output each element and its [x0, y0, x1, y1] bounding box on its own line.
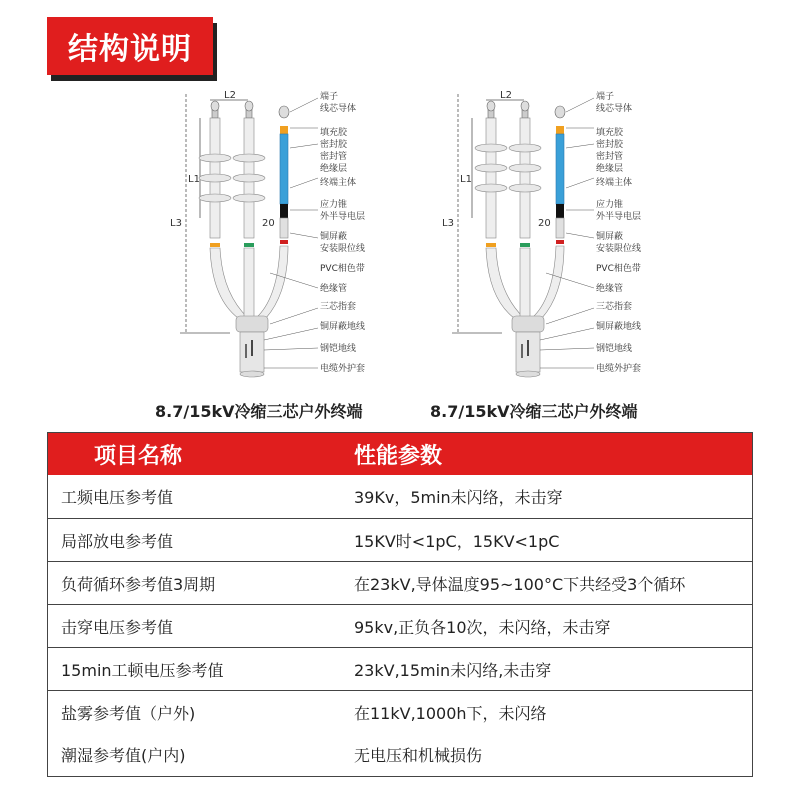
callout-stress-cone: 应力锥	[320, 200, 348, 210]
row-name: 工频电压参考值	[61, 488, 174, 507]
callout-seal-tube: 密封管	[320, 152, 348, 162]
row-name: 盐雾参考值（户外)	[61, 703, 196, 723]
termination-diagram-left	[0, 88, 370, 388]
callout-breakout: 三芯指套	[596, 302, 633, 312]
callout-armor-earth: 钢铠地线	[320, 344, 357, 354]
dim-20: 20	[262, 218, 275, 229]
callout-semicon: 外半导电层	[596, 212, 642, 222]
callout-filler: 填充胶	[596, 128, 624, 138]
callout-sealant: 密封胶	[320, 140, 348, 150]
row-value: 在23kV,导体温度95~100°C下共经受3个循环	[354, 574, 686, 594]
table-row	[48, 604, 752, 647]
callout-cu-screen: 铜屏蔽	[596, 232, 624, 242]
table-row	[48, 561, 752, 604]
callout-main-body: 终端主体	[320, 178, 357, 188]
section-title-badge	[47, 17, 213, 75]
header-performance: 性能参数	[354, 443, 443, 469]
row-name: 负荷循环参考值3周期	[61, 574, 216, 594]
row-name: 局部放电参考值	[61, 531, 174, 551]
row-value: 95kv,正负各10次，未闪络，未击穿	[354, 617, 611, 637]
spec-table	[47, 432, 753, 777]
callout-main-body: 终端主体	[596, 178, 633, 188]
table-row	[48, 647, 752, 690]
dim-l2: L2	[500, 90, 512, 101]
callout-pvc-tape: PVC相色带	[320, 264, 365, 274]
row-name: 15min工顿电压参考值	[61, 660, 224, 680]
callout-insulation: 绝缘层	[320, 164, 348, 174]
termination-drawing	[0, 88, 370, 388]
callout-pvc-tape: PVC相色带	[596, 264, 641, 274]
callout-sheath: 电缆外护套	[596, 364, 642, 374]
callout-limit-line: 安装限位线	[320, 244, 366, 254]
dim-l1: L1	[460, 174, 472, 185]
callout-terminal: 端子	[320, 92, 339, 102]
header-item-name: 项目名称	[94, 443, 183, 469]
callout-sheath: 电缆外护套	[320, 364, 366, 374]
row-value: 无电压和机械损伤	[354, 746, 483, 765]
table-row	[48, 733, 752, 776]
callout-insul-tube: 绝缘管	[596, 284, 624, 294]
row-value: 39Kv，5min未闪络，未击穿	[354, 488, 563, 507]
callout-seal-tube: 密封管	[596, 152, 624, 162]
callout-conductor: 线芯导体	[320, 104, 357, 114]
callout-cu-earth: 铜屏蔽地线	[596, 322, 642, 332]
callout-breakout: 三芯指套	[320, 302, 357, 312]
dim-l3: L3	[442, 218, 454, 229]
dim-l3: L3	[170, 218, 182, 229]
table-row	[48, 475, 752, 518]
callout-limit-line: 安装限位线	[596, 244, 642, 254]
row-value: 在11kV,1000h下，未闪络	[354, 703, 547, 723]
diagram-caption-left: 8.7/15kV冷缩三芯户外终端	[155, 402, 363, 421]
callout-cu-screen: 铜屏蔽	[320, 232, 348, 242]
dim-l1: L1	[188, 174, 200, 185]
table-row	[48, 518, 752, 561]
callout-sealant: 密封胶	[596, 140, 624, 150]
dim-20: 20	[538, 218, 551, 229]
diagram-caption-right: 8.7/15kV冷缩三芯户外终端	[430, 402, 638, 421]
callout-filler: 填充胶	[320, 128, 348, 138]
callout-terminal: 端子	[596, 92, 615, 102]
callout-insulation: 绝缘层	[596, 164, 624, 174]
callout-conductor: 线芯导体	[596, 104, 633, 114]
section-title: 结构说明	[68, 32, 192, 67]
dim-l2: L2	[224, 90, 236, 101]
callout-stress-cone: 应力锥	[596, 200, 624, 210]
row-value: 23kV,15min未闪络,未击穿	[354, 660, 552, 680]
row-name: 击穿电压参考值	[61, 617, 174, 637]
row-value: 15KV时<1pC，15KV<1pC	[354, 531, 560, 551]
row-name: 潮湿参考值(户内)	[61, 746, 186, 765]
table-row	[48, 690, 752, 733]
termination-diagram-right	[420, 88, 790, 388]
callout-armor-earth: 钢铠地线	[596, 344, 633, 354]
spec-table-header	[48, 433, 752, 475]
callout-insul-tube: 绝缘管	[320, 284, 348, 294]
callout-semicon: 外半导电层	[320, 212, 366, 222]
callout-cu-earth: 铜屏蔽地线	[320, 322, 366, 332]
